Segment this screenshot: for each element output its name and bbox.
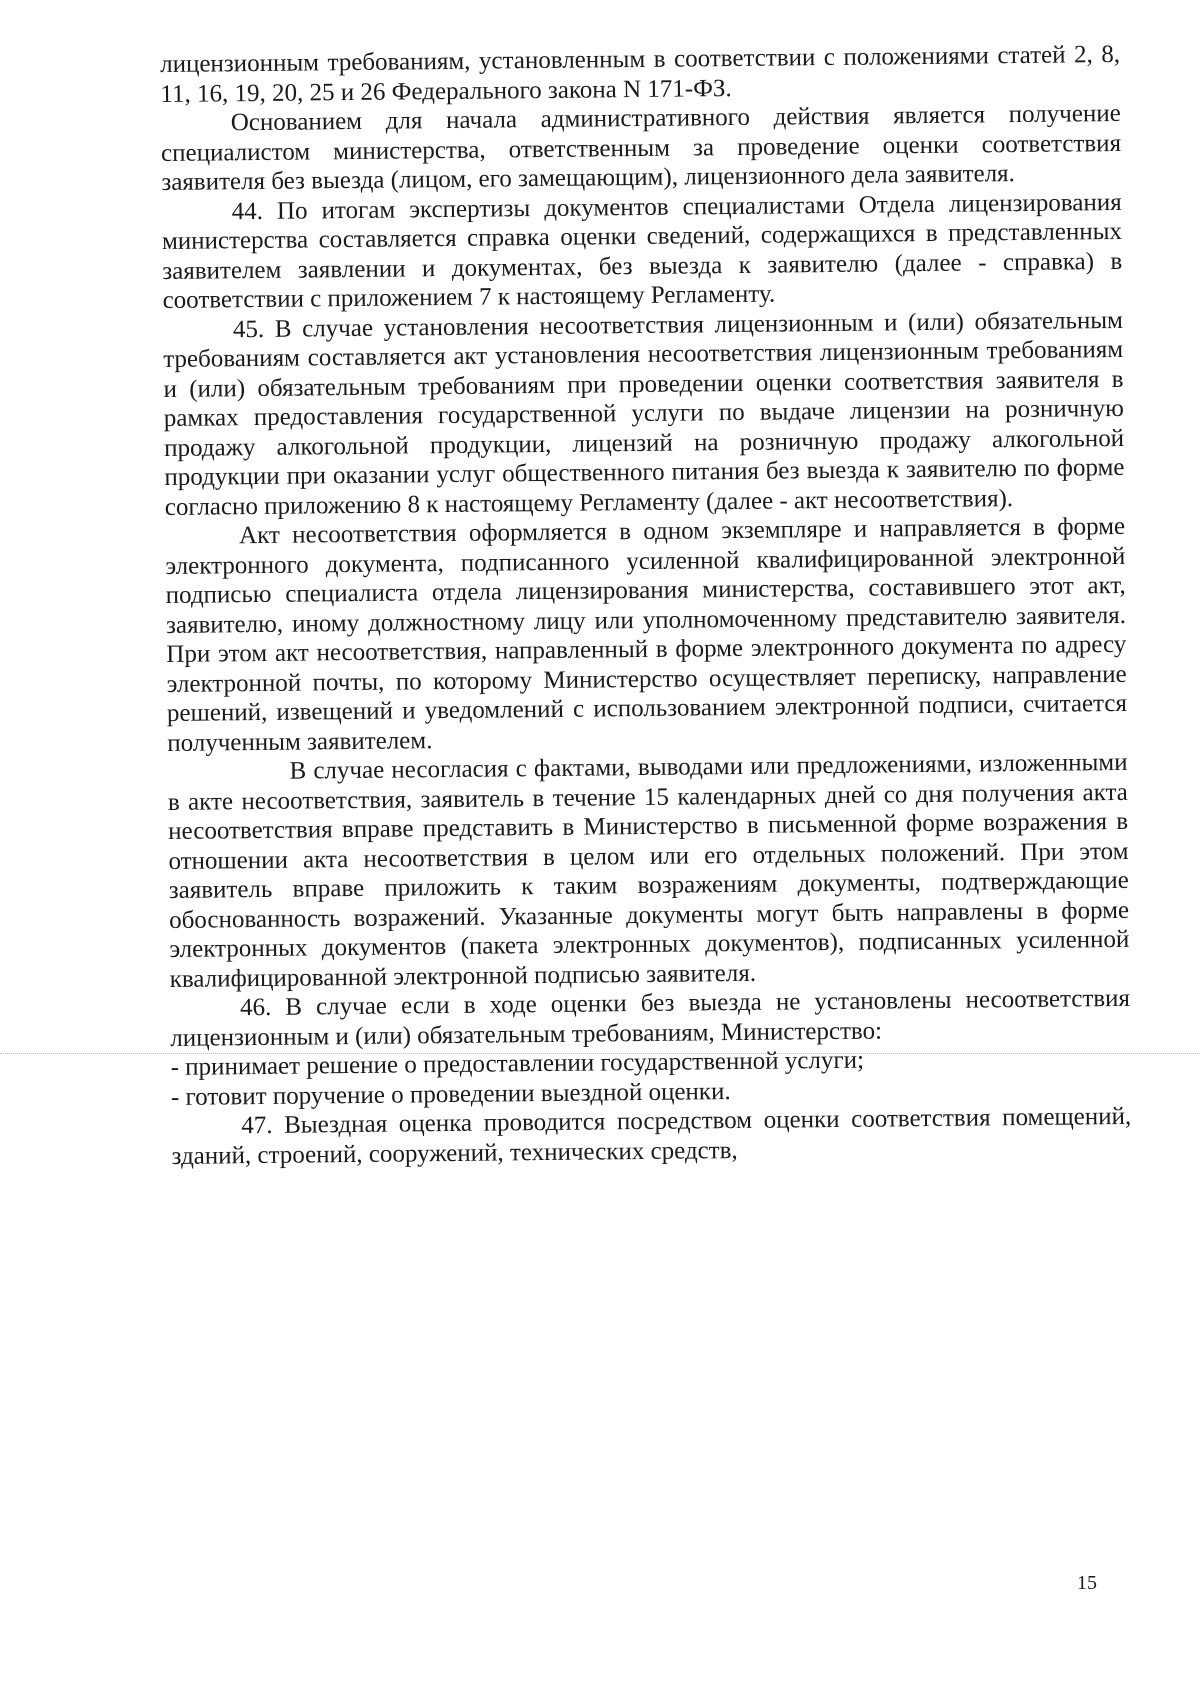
list-item-order: - готовит поручение о проведении выездной оценки. — [170, 1077, 731, 1111]
list-item-decision: - принимает решение о предоставлении государственной услуги; — [170, 1046, 865, 1081]
paragraph-45: 45. В случае установления несоответствия лицензионным и (или) обязательным требованиям составляется акт установления несоответствия лицензионным требованиям и (или) обязательным требованиям при проведении оценки соответствия заявителя в рамках предоставления государственной услуги по выдаче лицензии на розничную продажу алкогольной продукции, лицензий на розничную продажу алкогольной продукции при оказании услуг общественного питания без выезда к заявителю по форме согласно приложению 8 к настоящему Регламенту (далее - акт несоответствия). — [163, 306, 1125, 521]
paragraph-continuation: лицензионным требованиям, установленным в соответствии с положениями статей 2, 8, 11, 16, 19, 20, 25 и 26 Федерального закона N 171-ФЗ. — [160, 40, 1121, 108]
paragraph-44: 44. По итогам экспертизы документов специалистами Отдела лицензирования министерства составляется справка оценки сведений, содержащихся в представленных заявителем заявлении и документах, без выезда к заявителю (далее - справка) в соответствии с приложением 7 к настоящему Регламенту. — [161, 188, 1123, 314]
page-number: 15 — [1077, 1572, 1097, 1594]
paragraph-disagreement: В случае несогласия с фактами, выводами или предложениями, изложенными в акте несоответствия, заявитель в течение 15 календарных дней со дня получения акта несоответствия вправе представить в Министерство в письменной форме возражения в отношении акта несоответствия в целом или его отдельных положений. При этом заявитель вправе приложить к таким возражениям документы, подтверждающие обоснованность возражений. Указанные документы могут быть направлены в форме электронных документов (пакета электронных документов), подписанных усиленной квалифицированной электронной подписью заявителя. — [167, 748, 1130, 993]
document-body — [160, 40, 1132, 1171]
paragraph-47: 47. Выездная оценка проводится посредством оценки соответствия помещений, зданий, строений, сооружений, технических средств, — [171, 1102, 1132, 1170]
paragraph-46: 46. В случае если в ходе оценки без выезда не установлены несоответствия лицензионным и (или) обязательным требованиям, Министерство: — [170, 984, 1131, 1052]
paragraph-basis: Основанием для начала административного действия является получение специалистом министерства, ответственным за проведение оценки соответствия заявителя без выезда (лицом, его замещающим), лицензионного дела заявителя. — [160, 99, 1122, 196]
paragraph-act-nonconformity: Акт несоответствия оформляется в одном экземпляре и направляется в форме электронного документа, подписанного усиленной квалифицированной электронной подписью специалиста отдела лицензирования министерства, составившего этот акт, заявителю, иному должностному лицу или уполномоченному представителю заявителя. При этом акт несоответствия, направленный в форме электронного документа по адресу электронной почты, по которому Министерство осуществляет переписку, направление решений, извещений и уведомлений с использованием электронной подписи, считается полученным заявителем. — [165, 512, 1128, 757]
